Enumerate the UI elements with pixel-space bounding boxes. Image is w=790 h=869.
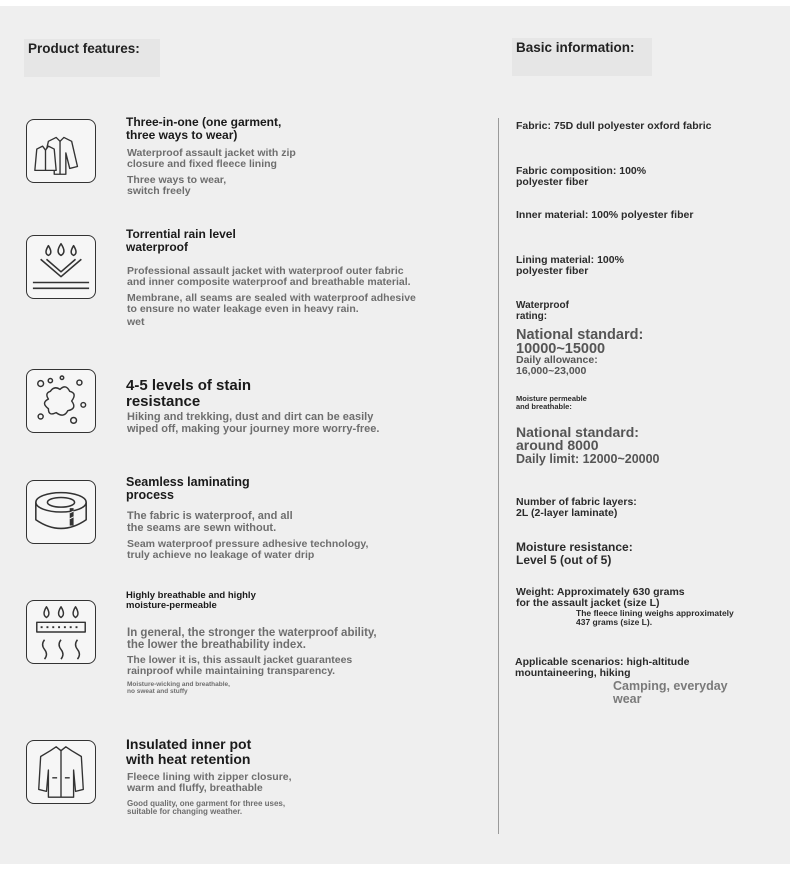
feature-6-title: Insulated inner pot with heat retention [126,736,252,767]
stain-splash-icon [26,369,96,433]
waterproof-drops-icon [26,235,96,299]
feature-6-text-1: Fleece lining with zipper closure, warm and fluffy, breathable [127,771,292,795]
column-divider [498,118,499,834]
feature-5-text-2: The lower it is, this assault jacket guarantees rainproof while maintaining transparency. [127,654,353,678]
feature-2-text-2: Membrane, all seams are sealed with waterproof adhesive to ensure no water leakage even in heavy rain. [127,292,416,316]
feature-5-text-1: In general, the stronger the waterproof ability, the lower the breathability index. [127,627,377,652]
feature-1-text-2: Three ways to wear, switch freely [127,174,227,198]
feature-2-text-3: wet [127,316,145,328]
info-breathable-national: National standard: around 8000 [516,424,639,454]
feature-2-title: Torrential rain level waterproof [126,227,236,254]
info-moisture-resistance: Moisture resistance: Level 5 (out of 5) [516,540,633,567]
feature-6-text-2: Good quality, one garment for three uses, suitable for changing weather. [127,799,286,817]
info-moisture-permeable: Moisture permeable and breathable: [516,394,587,411]
feature-4-text-2: Seam waterproof pressure adhesive technology, truly achieve no leakage of water drip [127,538,369,562]
info-fleece-weight: The fleece lining weighs approximately 437 grams (size L). [576,608,734,627]
feature-1-title: Three-in-one (one garment, three ways to wear) [126,115,282,142]
info-waterproof-daily: Daily allowance: 16,000~23,000 [516,354,598,378]
product-features-header: Product features: [24,39,160,77]
feature-4-text-1: The fabric is waterproof, and all the seams are sewn without. [127,510,293,534]
feature-5-title: Highly breathable and highly moisture-permeable [126,590,256,611]
jacket-pair-icon [26,119,96,183]
fleece-jacket-icon [26,740,96,804]
info-breathable-daily: Daily limit: 12000~20000 [516,452,660,466]
info-waterproof-national: National standard: 10000~15000 [516,327,644,357]
info-fabric: Fabric: 75D dull polyester oxford fabric [516,120,712,132]
feature-3-text-1: Hiking and trekking, dust and dirt can be easily wiped off, making your journey more worry-free. [127,411,380,435]
feature-4-title: Seamless laminating process [126,475,250,503]
content-panel [0,6,790,864]
info-lining-material: Lining material: 100% polyester fiber [516,254,624,278]
feature-2-text-1: Professional assault jacket with waterproof outer fabric and inner composite waterproof and breathable material. [127,265,411,289]
info-inner-material: Inner material: 100% polyester fiber [516,209,694,221]
breathable-membrane-icon [26,600,96,664]
feature-3-title: 4-5 levels of stain resistance [126,377,252,410]
basic-information-header: Basic information: [512,38,652,76]
info-scenarios-extra: Camping, everyday wear [613,679,728,707]
info-fabric-composition: Fabric composition: 100% polyester fiber [516,165,647,189]
feature-5-text-3: Moisture-wicking and breathable, no sweat and stuffy [127,681,230,695]
feature-1-text-1: Waterproof assault jacket with zip closure and fixed fleece lining [127,147,296,171]
info-weight: Weight: Approximately 630 grams for the assault jacket (size L) [516,586,685,610]
info-fabric-layers: Number of fabric layers: 2L (2-layer laminate) [516,496,637,520]
info-waterproof-rating: Waterproof rating: [516,300,569,322]
seam-tape-icon [26,480,96,544]
info-applicable-scenarios: Applicable scenarios: high-altitude mountaineering, hiking [515,656,690,680]
